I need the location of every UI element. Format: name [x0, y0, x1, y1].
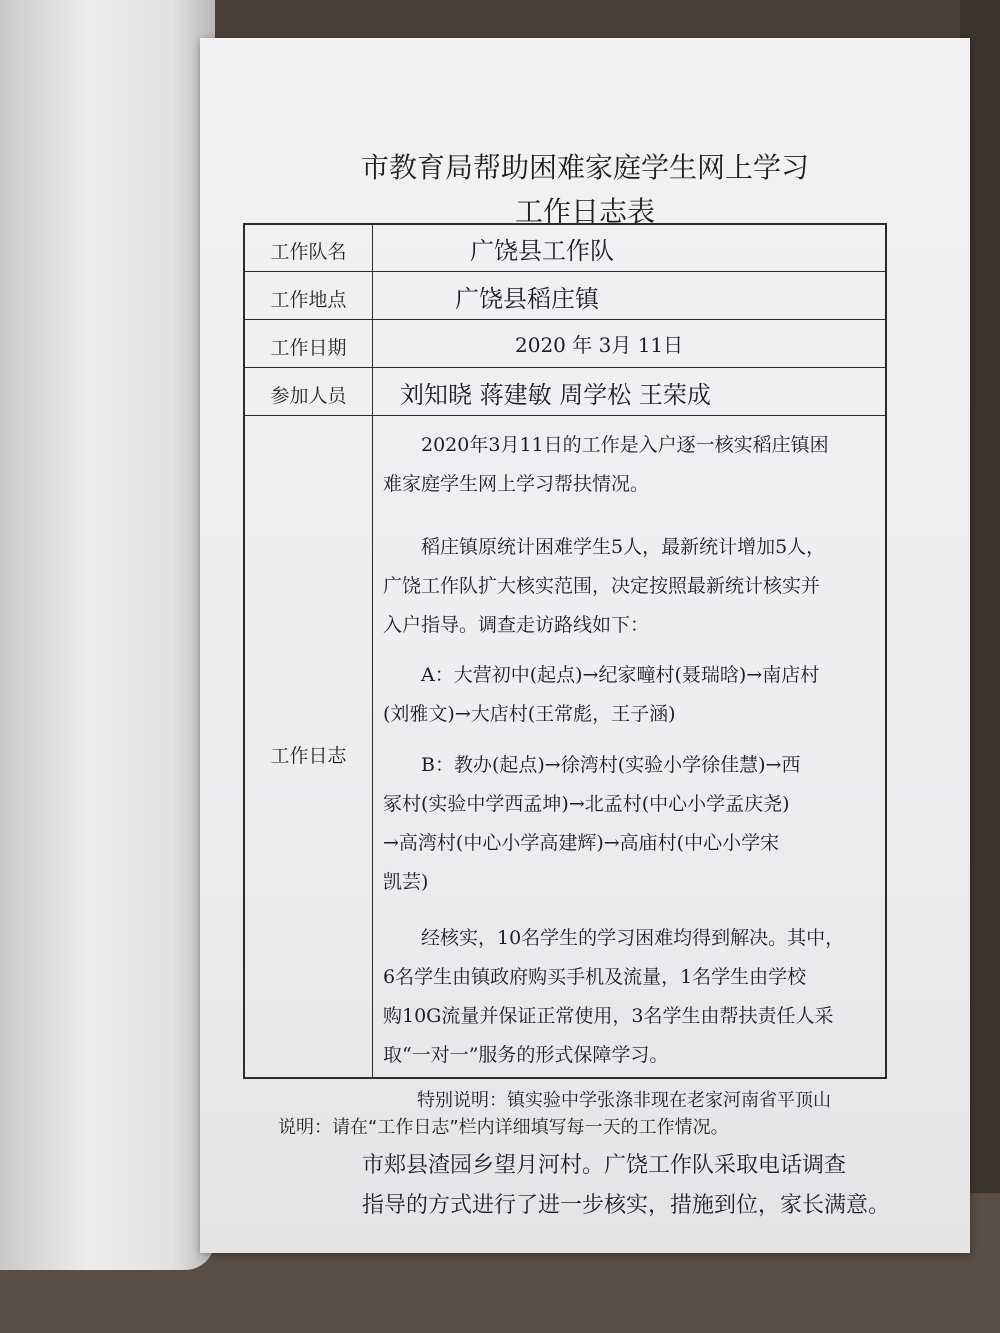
log-line-last: 特别说明：镇实验中学张涤非现在老家河南省平顶山: [381, 1090, 831, 1111]
log-line: 广饶工作队扩大核实范围，决定按照最新统计核实并: [383, 575, 821, 597]
team-name-label: 工作队名: [270, 241, 347, 263]
log-line: 冢村(实验中学西孟坤)→北孟村(中心小学孟庆尧): [383, 793, 790, 815]
continuation-line: 指导的方式进行了进一步核实，措施到位，家长满意。: [362, 1193, 891, 1218]
log-line: 难家庭学生网上学习帮扶情况。: [383, 473, 650, 495]
log-line: 经核实，10名学生的学习困难均得到解决。其中，: [383, 927, 845, 949]
log-line: →高湾村(中心小学高建辉)→高庙村(中心小学宋: [383, 832, 780, 854]
participants-value: 刘知晓 蒋建敏 周学松 王荣成: [400, 381, 711, 409]
work-log-label: 工作日志: [270, 745, 347, 767]
row-divider: [245, 271, 885, 272]
document-page: [200, 38, 970, 1253]
date-value: 2020 年 3月 11日: [515, 333, 684, 357]
document-subtitle: 工作日志表: [514, 195, 655, 228]
log-line: 凯芸): [383, 871, 429, 893]
log-line: 稻庄镇原统计困难学生5人，最新统计增加5人，: [383, 536, 826, 558]
log-line: 购10G流量并保证正常使用，3名学生由帮扶责任人采: [383, 1005, 834, 1027]
log-table: [243, 223, 887, 1079]
location-label: 工作地点: [270, 289, 347, 311]
left-facing-page: [0, 0, 215, 1270]
date-label: 工作日期: [270, 337, 347, 359]
row-divider: [245, 415, 885, 416]
continuation-line: 市郏县渣园乡望月河村。广饶工作队采取电话调查: [362, 1153, 847, 1178]
log-line: A：大营初中(起点)→纪家疃村(聂瑞晗)→南店村: [383, 664, 820, 686]
log-line: 6名学生由镇政府购买手机及流量，1名学生由学校: [383, 966, 807, 988]
row-divider: [245, 319, 885, 320]
log-line: 取“一对一”服务的形式保障学习。: [383, 1044, 669, 1066]
log-line: (刘雅文)→大店村(王常彪，王子涵): [383, 703, 676, 725]
row-divider: [245, 367, 885, 368]
footer-note: 说明：请在“工作日志”栏内详细填写每一天的工作情况。: [278, 1117, 729, 1138]
document-title: 市教育局帮助困难家庭学生网上学习: [360, 151, 809, 184]
location-value: 广饶县稻庄镇: [455, 285, 599, 313]
log-line: B：教办(起点)→徐湾村(实验小学徐佳慧)→西: [383, 754, 801, 776]
column-divider: [372, 225, 373, 1077]
log-line: 入户指导。调查走访路线如下：: [383, 614, 650, 636]
team-name-value: 广饶县工作队: [470, 237, 614, 265]
participants-label: 参加人员: [270, 385, 347, 407]
log-line: 2020年3月11日的工作是入户逐一核实稻庄镇困: [383, 434, 829, 456]
